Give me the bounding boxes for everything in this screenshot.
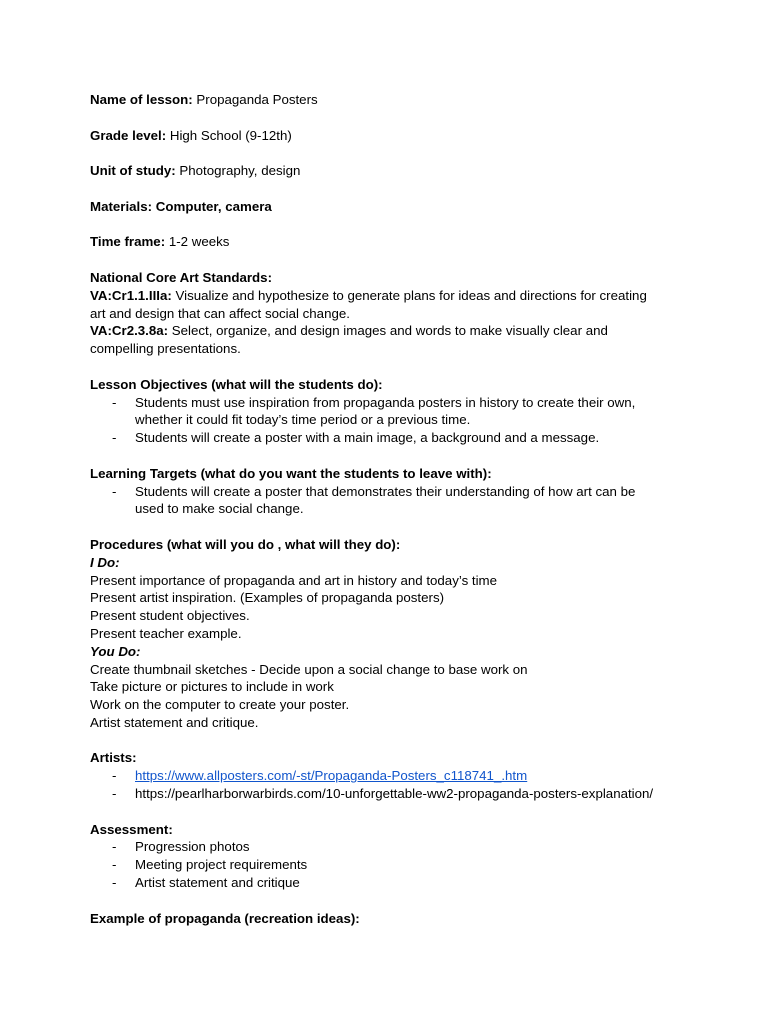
- targets-heading: Learning Targets (what do you want the students to leave with):: [90, 465, 492, 481]
- time-frame-value: 1-2 weeks: [168, 234, 230, 250]
- list-item: [90, 767, 690, 785]
- list-item: [90, 874, 690, 892]
- you-do-item: Artist statement and critique.: [90, 714, 259, 730]
- standard-2-text-line2: compelling presentations.: [90, 341, 241, 357]
- lesson-name-value: Propaganda Posters: [196, 92, 318, 107]
- bullet-dash: -: [112, 857, 117, 873]
- lesson-name-line: [90, 91, 690, 109]
- list-item: [90, 394, 690, 430]
- bullet-dash: -: [112, 394, 117, 410]
- standard-2: [90, 322, 690, 340]
- objective-1-line2: whether it could fit today’s time period or a previous time.: [135, 412, 471, 428]
- i-do-item: Present artist inspiration. (Examples of propaganda posters): [90, 590, 445, 606]
- procedures-heading: Procedures (what will you do , what will they do):: [90, 536, 401, 552]
- standard-2-text-line1: Select, organize, and design images and words to make visually clear and: [171, 323, 608, 339]
- i-do-item: Present teacher example.: [90, 625, 242, 641]
- list-item: [90, 856, 690, 874]
- time-frame-line: [90, 233, 690, 251]
- standards-section: [90, 269, 690, 358]
- bullet-dash: -: [112, 430, 117, 446]
- assessment-item: Artist statement and critique: [135, 875, 300, 891]
- unit-of-study-label: Unit of study:: [90, 163, 176, 179]
- lesson-plan-document: [90, 91, 690, 927]
- procedures-section: [90, 536, 690, 732]
- standards-heading: National Core Art Standards:: [90, 269, 272, 285]
- assessment-item: Meeting project requirements: [135, 857, 308, 873]
- i-do-item: Present student objectives.: [90, 608, 250, 624]
- grade-level-line: [90, 127, 690, 145]
- objective-2: Students will create a poster with a main image, a background and a message.: [135, 430, 600, 446]
- materials-line: [90, 198, 690, 216]
- standard-2-code: VA:Cr2.3.8a:: [90, 323, 169, 339]
- artist-link-allposters[interactable]: https://www.allposters.com/-st/Propaganda-Posters_c118741_.htm: [135, 768, 528, 784]
- assessment-item: Progression photos: [135, 839, 250, 855]
- list-item: [90, 838, 690, 856]
- assessment-section: [90, 821, 690, 892]
- objectives-section: [90, 376, 690, 447]
- list-item: [90, 429, 690, 447]
- standard-1: [90, 287, 690, 305]
- example-heading: Example of propaganda (recreation ideas):: [90, 910, 360, 926]
- objective-1-line1: Students must use inspiration from propaganda posters in history to create their own,: [135, 394, 636, 410]
- assessment-heading: Assessment:: [90, 821, 173, 837]
- standard-1-text-line1: Visualize and hypothesize to generate plans for ideas and directions for creating: [175, 287, 647, 303]
- standard-1-code: VA:Cr1.1.IIIa:: [90, 287, 172, 303]
- list-item: [90, 483, 690, 519]
- artists-section: [90, 749, 690, 802]
- grade-level-label: Grade level:: [90, 127, 167, 143]
- unit-of-study-value: Photography, design: [179, 163, 301, 179]
- standard-1-text-line2: art and design that can affect social change.: [90, 305, 350, 321]
- i-do-heading: I Do:: [90, 554, 120, 570]
- artist-url-pearlharbor: https://pearlharborwarbirds.com/10-unforgettable-ww2-propaganda-posters-explanation/: [135, 786, 654, 802]
- target-1-line2: used to make social change.: [135, 501, 304, 517]
- bullet-dash: -: [112, 875, 117, 891]
- lesson-name-label: Name of lesson:: [90, 92, 193, 107]
- objectives-heading: Lesson Objectives (what will the students do):: [90, 376, 383, 392]
- targets-section: [90, 465, 690, 518]
- list-item: [90, 785, 690, 803]
- bullet-dash: -: [112, 768, 117, 784]
- i-do-item: Present importance of propaganda and art in history and today’s time: [90, 572, 498, 588]
- materials-label: Materials: Computer, camera: [90, 198, 272, 214]
- bullet-dash: -: [112, 786, 117, 802]
- artists-heading: Artists:: [90, 750, 137, 766]
- unit-of-study-line: [90, 162, 690, 180]
- grade-level-value: High School (9-12th): [169, 127, 292, 143]
- time-frame-label: Time frame:: [90, 234, 166, 250]
- you-do-item: Take picture or pictures to include in work: [90, 679, 334, 695]
- target-1-line1: Students will create a poster that demonstrates their understanding of how art can be: [135, 483, 636, 499]
- you-do-item: Create thumbnail sketches - Decide upon a social change to base work on: [90, 661, 528, 677]
- bullet-dash: -: [112, 483, 117, 499]
- you-do-item: Work on the computer to create your poster.: [90, 697, 350, 713]
- bullet-dash: -: [112, 839, 117, 855]
- you-do-heading: You Do:: [90, 643, 141, 659]
